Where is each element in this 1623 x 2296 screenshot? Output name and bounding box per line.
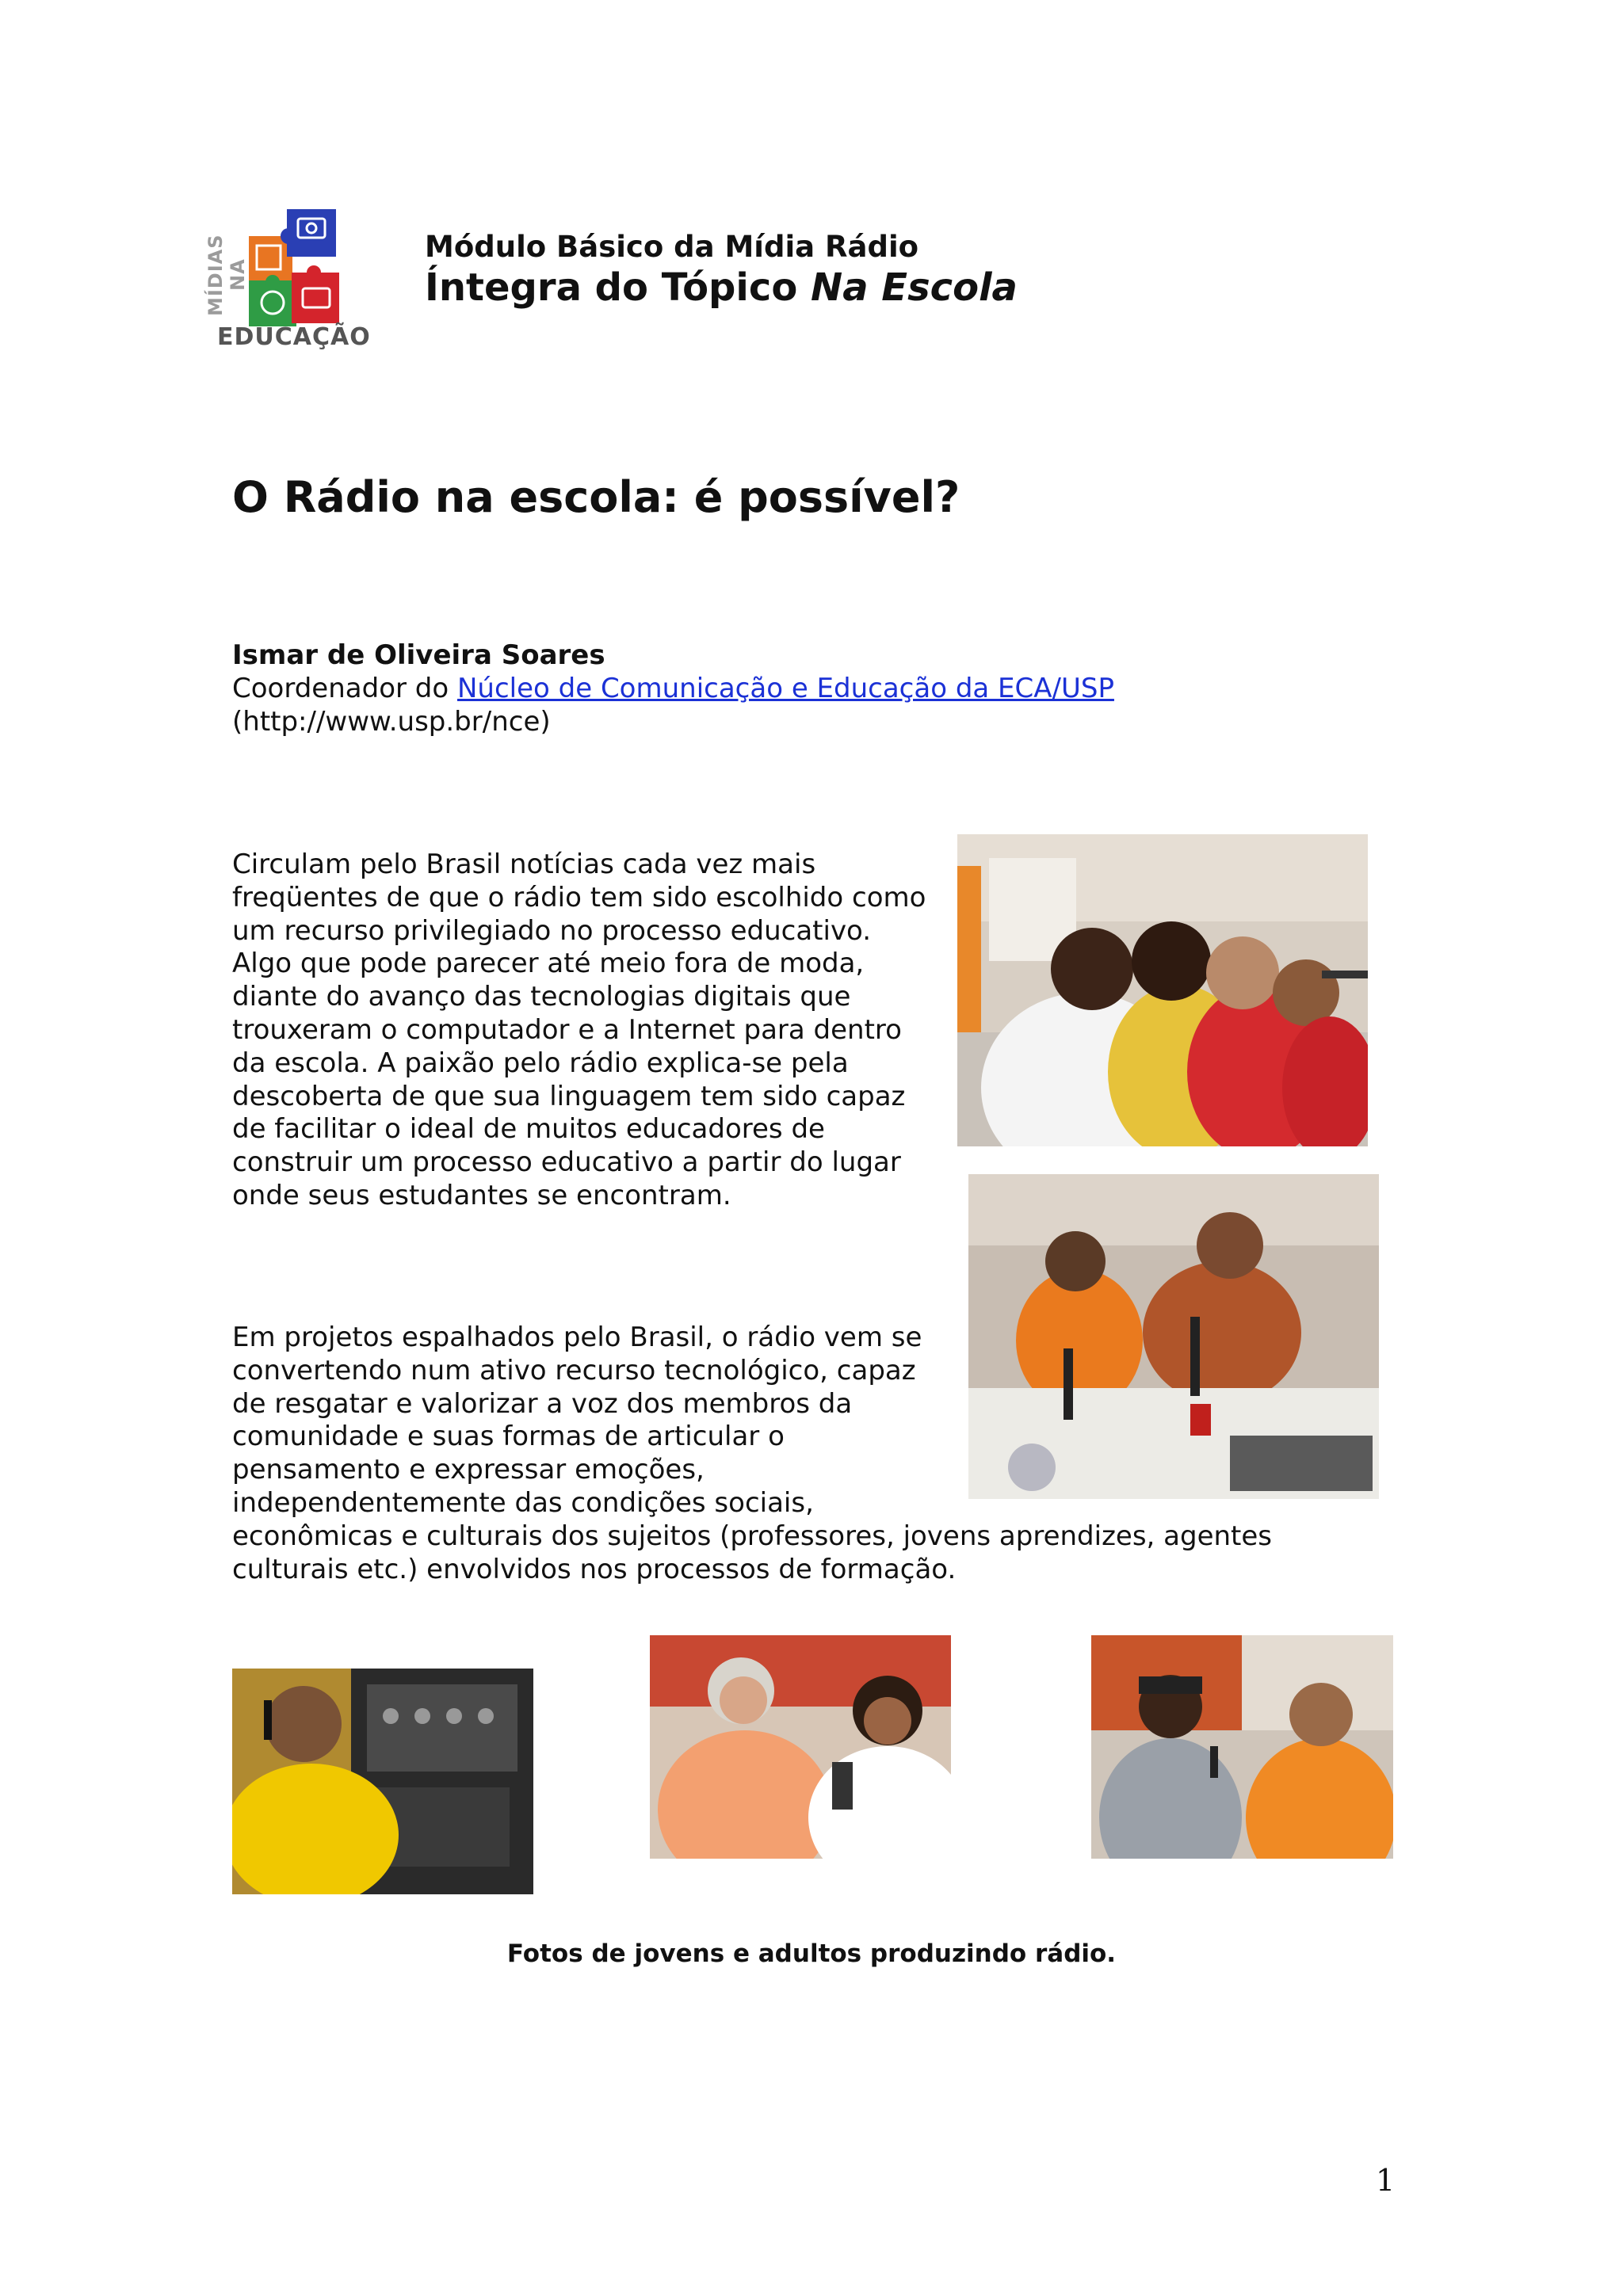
author-name: Ismar de Oliveira Soares bbox=[232, 639, 605, 671]
topic-title bbox=[425, 265, 1018, 310]
article-title: O Rádio na escola: é possível? bbox=[232, 472, 960, 522]
author-role-prefix: Coordenador do bbox=[232, 673, 457, 704]
photo-young-man-mixer bbox=[232, 1669, 533, 1894]
page-number: 1 bbox=[1376, 2163, 1396, 2198]
paragraph-2: Em projetos espalhados pelo Brasil, o rádio vem se convertendo num ativo recurso tecnológico, capaz de resgatar e valorizar a voz dos membros da comunidade e suas formas de articular o pensamento e expressar emoções, independentemente das condições sociais, econômicas e culturais dos sujeitos (professores, jovens aprendizes, agentes culturais etc.) envolvidos nos processos de formação. bbox=[232, 1322, 1273, 1585]
topic-title-italic: Na Escola bbox=[811, 265, 1018, 310]
photo-students-smiling bbox=[957, 834, 1368, 1146]
photo-two-women bbox=[650, 1635, 951, 1859]
paragraph-1: Circulam pelo Brasil notícias cada vez mais freqüentes de que o rádio tem sido escolhido como um recurso privilegiado no processo educativo. Algo que pode parecer até meio fora de moda, diante do avanço das tecnologias digitais que trouxeram o computador e a Internet para dentro da escola. A paixão pelo rádio explica-se pela descoberta de que sua linguagem tem sido capaz de facilitar o ideal de muitos educadores de construir um processo educativo a partir do lugar onde seus estudantes se encontram. bbox=[232, 849, 926, 1211]
author-url: (http://www.usp.br/nce) bbox=[232, 706, 551, 738]
photo-caption: Fotos de jovens e adultos produzindo rádio. bbox=[506, 1939, 1117, 1968]
nce-link[interactable]: Núcleo de Comunicação e Educação da ECA/USP bbox=[456, 673, 1114, 704]
photo-young-men-microphone bbox=[1091, 1635, 1393, 1859]
logo-bottom-text: EDUCAÇÃO bbox=[217, 323, 371, 351]
author-role-line bbox=[232, 672, 1114, 705]
logo-vertical-text: MÍDIAS NA bbox=[204, 234, 249, 316]
module-title: Módulo Básico da Mídia Rádio bbox=[425, 230, 919, 264]
photo-radio-studio bbox=[968, 1174, 1379, 1499]
author-block bbox=[232, 639, 1114, 738]
topic-title-prefix: Íntegra do Tópico bbox=[425, 265, 812, 310]
